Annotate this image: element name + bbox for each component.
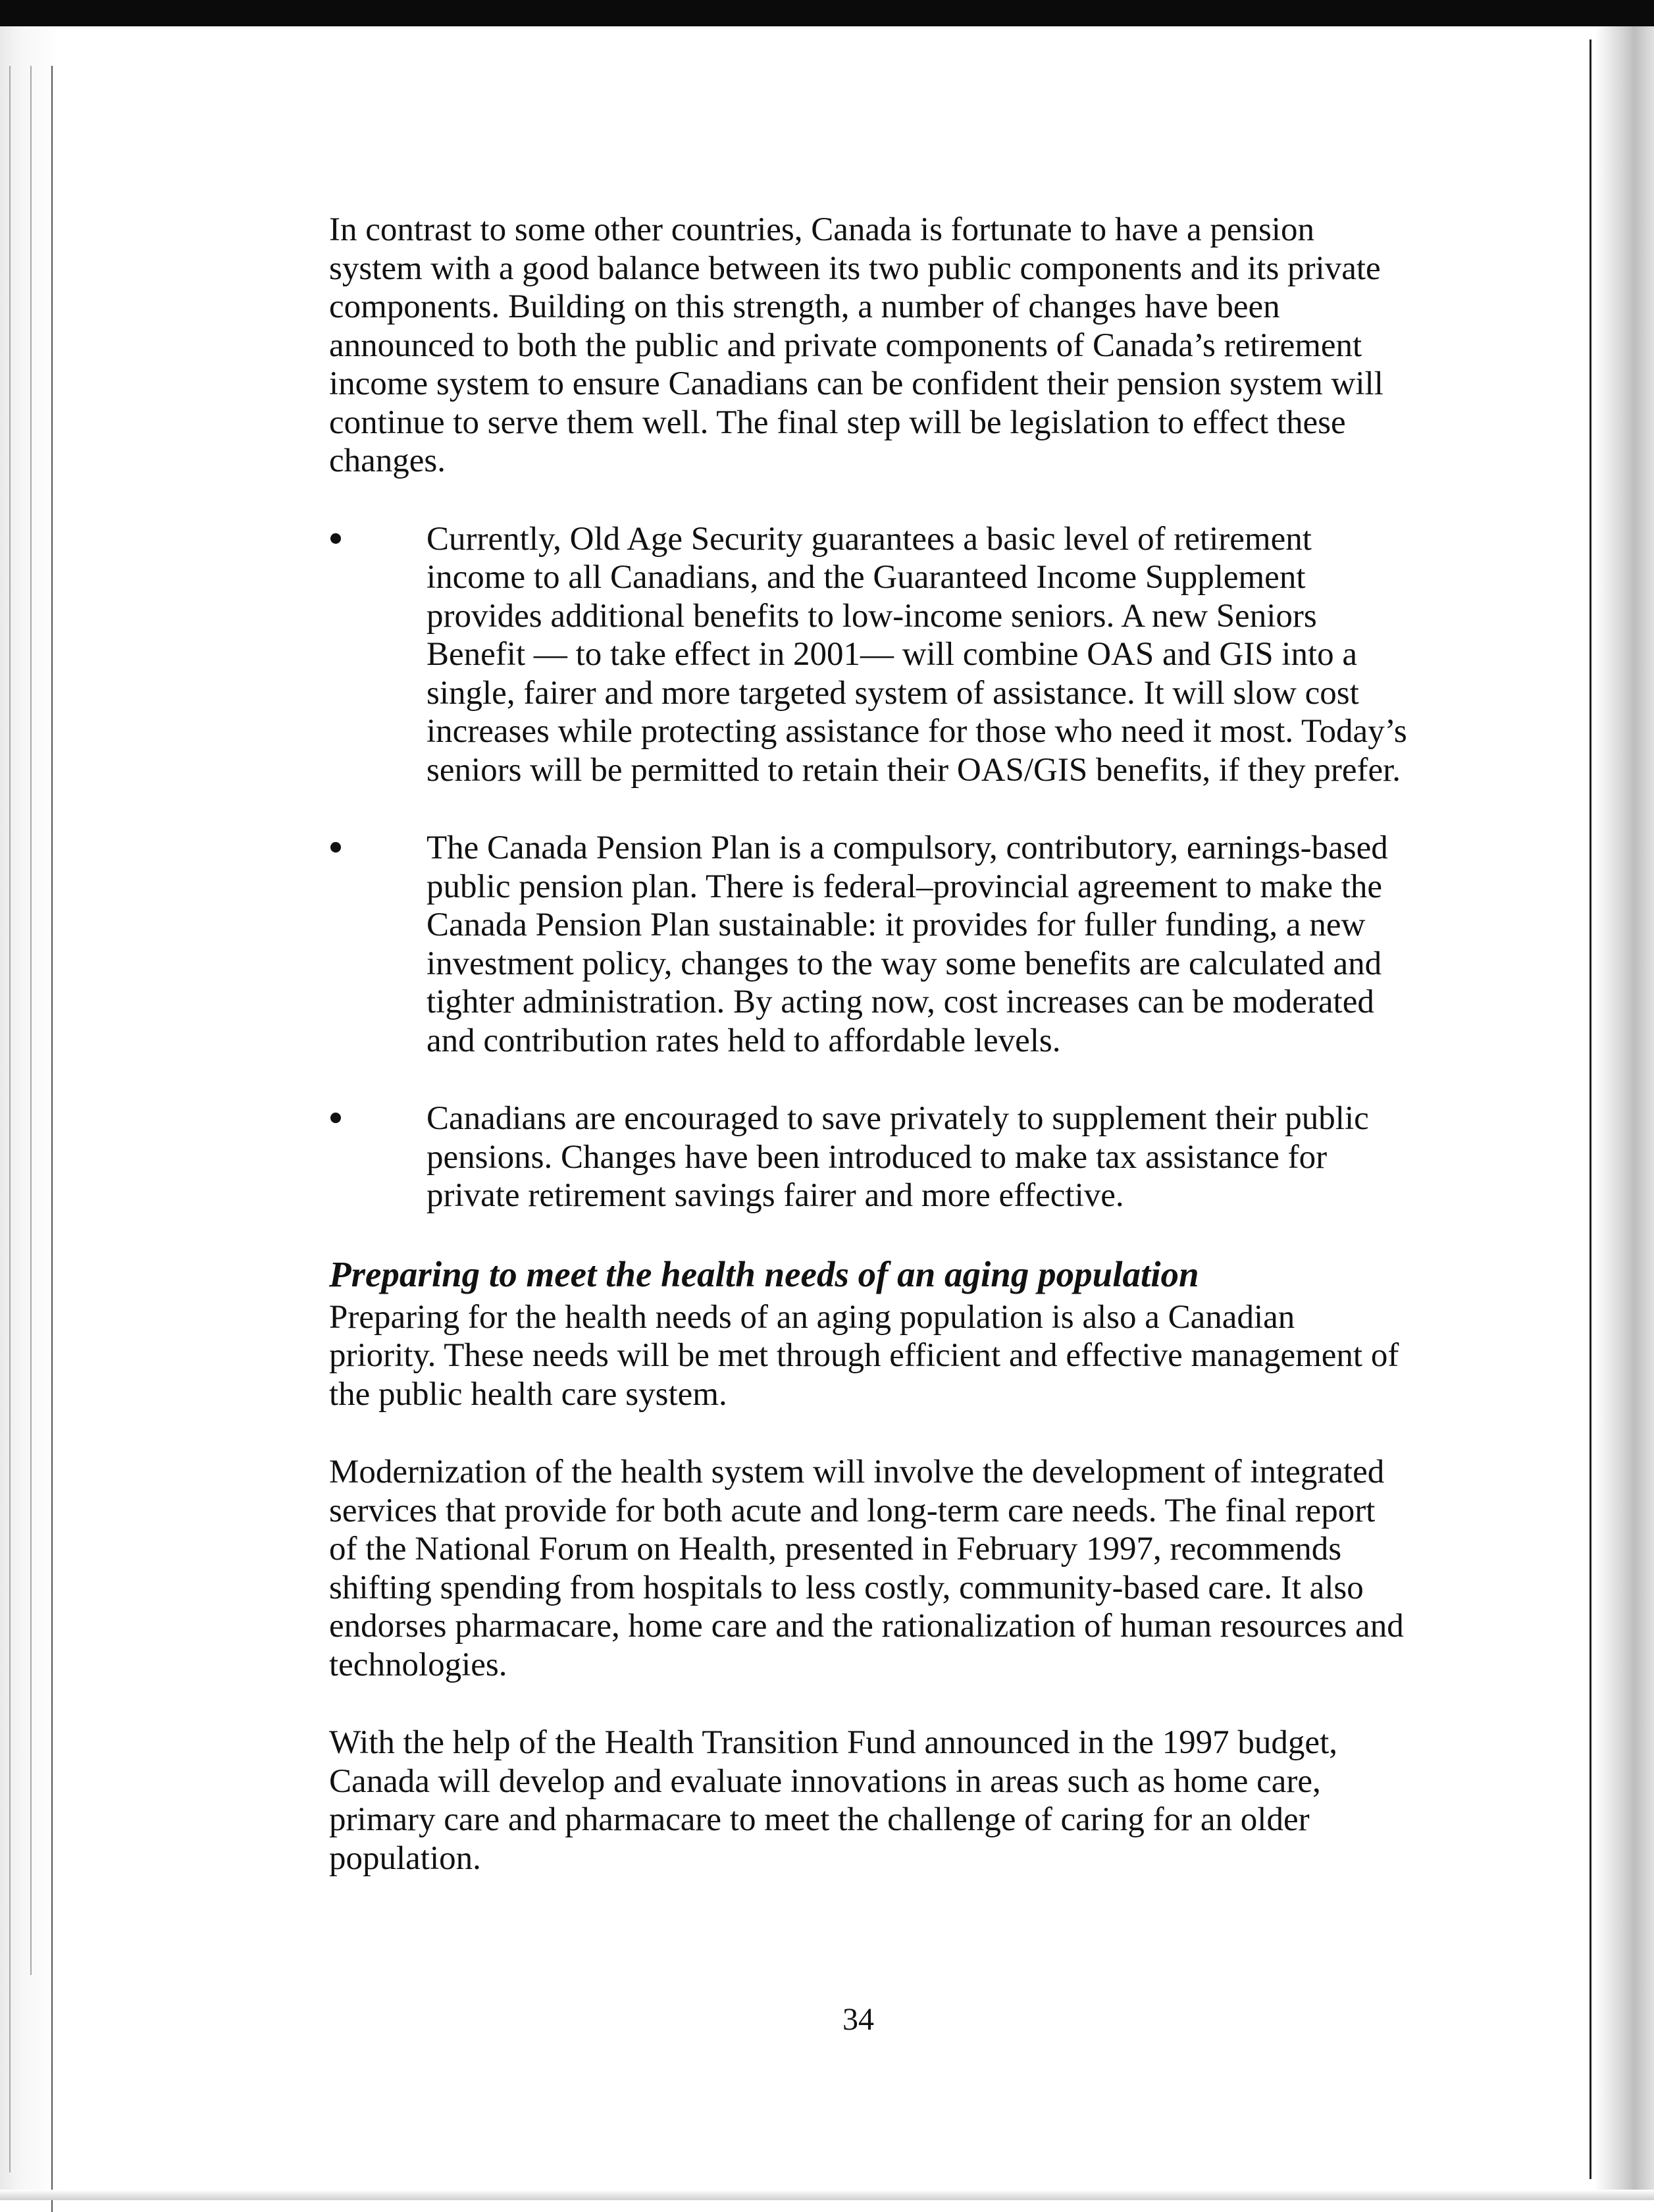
section-heading: Preparing to meet the health needs of an aging population <box>329 1253 1199 1294</box>
list-item <box>329 829 1408 1060</box>
pension-bullet-list <box>329 520 1408 1215</box>
scan-bottom-border <box>0 2190 1654 2200</box>
section-paragraph: With the help of the Health Transition Fund announced in the 1997 budget, Canada will develop and evaluate innovations in areas such as home care, primary care and pharmacare to meet the challenge of caring for an older population. <box>329 1724 1337 1877</box>
bullet-text: Currently, Old Age Security guarantees a basic level of retirement income to all Canadians, and the Guaranteed Income Supplement provides additional benefits to low-income seniors. A new Seniors Benefit — to take effect in 2001— will combine OAS and GIS into a single, fairer and more targeted system of assistance. It will slow cost increases while protecting assistance for those who need it most. Today’s seniors will be permitted to retain their OAS/GIS benefits, if they prefer. <box>426 520 1407 789</box>
scan-right-margin <box>1595 26 1654 2200</box>
scan-edge-line <box>51 66 53 2212</box>
intro-paragraph: In contrast to some other countries, Canada is fortunate to have a pension system with a good balance between its two public components and its private components. Building on this strength, a number of changes have been announced to both the public and private components of Canada’s retirement income system to ensure Canadians can be confident their pension system will continue to serve them well. The final step will be legislation to effect these changes. <box>329 211 1383 479</box>
bullet-icon <box>330 533 341 544</box>
bullet-text: Canadians are encouraged to save privately to supplement their public pensions. Changes have been introduced to make tax assistance for private retirement savings fairer and more effective. <box>426 1100 1369 1214</box>
scan-left-margin <box>0 26 59 2200</box>
section-paragraph: Modernization of the health system will involve the development of integrated services that provide for both acute and long-term care needs. The final report of the National Forum on Health, presented in February 1997, recommends shifting spending from hospitals to less costly, community-based care. It also endorses pharmacare, home care and the rationalization of human resources and technologies. <box>329 1454 1404 1683</box>
bullet-icon <box>330 1113 341 1123</box>
bullet-icon <box>330 842 341 853</box>
list-item <box>329 1099 1408 1215</box>
scan-edge-line <box>9 66 11 2172</box>
page-edge-line <box>1589 40 1591 2179</box>
page-number: 34 <box>842 2002 874 2037</box>
scan-edge-line <box>30 66 32 1975</box>
list-item <box>329 520 1408 790</box>
document-body <box>329 211 1408 1917</box>
scan-top-border <box>0 0 1654 26</box>
section-paragraph: Preparing for the health needs of an aging population is also a Canadian priority. These needs will be met through efficient and effective management of the public health care system. <box>329 1298 1399 1413</box>
bullet-text: The Canada Pension Plan is a compulsory, contributory, earnings-based public pension plan. There is federal–provincial agreement to make the Canada Pension Plan sustainable: it provides for fuller funding, a new investment policy, changes to the way some benefits are calculated and tighter administration. By acting now, cost increases can be moderated and contribution rates held to affordable levels. <box>426 830 1388 1059</box>
